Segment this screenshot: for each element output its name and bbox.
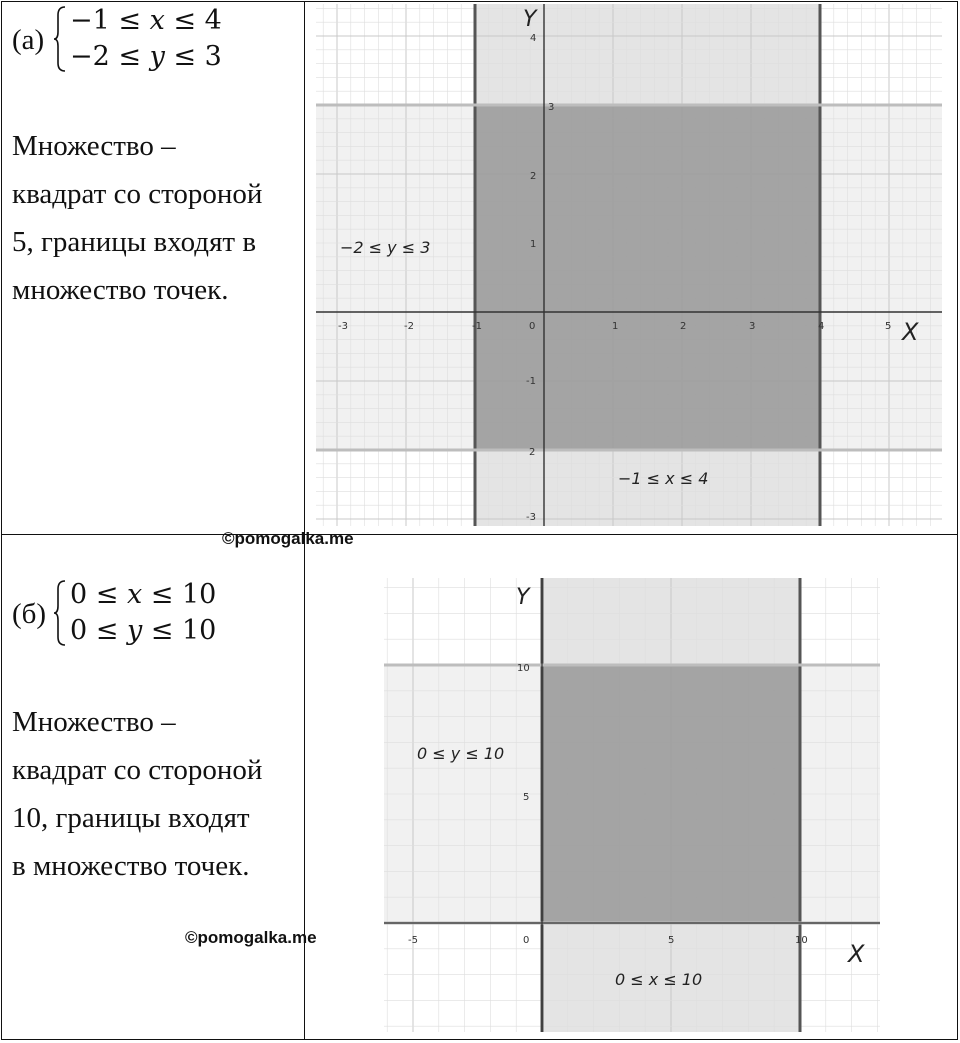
x-tick: 1 bbox=[612, 321, 619, 332]
y-tick: 2 bbox=[529, 447, 536, 458]
brace-icon bbox=[53, 6, 67, 72]
x-tick: -3 bbox=[338, 321, 348, 332]
description-a-line: 5, границы входят в bbox=[12, 226, 257, 258]
watermark-bottom: ©pomogalka.me bbox=[185, 928, 317, 947]
graph-a-region-x-label: −1 ≤ x ≤ 4 bbox=[618, 469, 709, 488]
x-tick: -2 bbox=[404, 321, 414, 332]
graph-a-region-y-label: −2 ≤ y ≤ 3 bbox=[340, 238, 431, 257]
y-tick: 10 bbox=[517, 663, 530, 674]
x-tick: 2 bbox=[680, 321, 687, 332]
system-a-line-2: −2 ≤ 𝑦 ≤ 3 bbox=[70, 41, 222, 72]
graph-a-y-axis-label: Y bbox=[523, 7, 537, 32]
y-tick: 3 bbox=[548, 102, 555, 113]
description-b-line: квадрат со стороной bbox=[12, 754, 263, 786]
description-b-line: 10, границы входят bbox=[12, 802, 250, 834]
y-tick: -3 bbox=[526, 512, 536, 523]
x-tick: 10 bbox=[795, 935, 808, 946]
y-tick: 1 bbox=[530, 239, 537, 250]
graph-b-region-x-label: 0 ≤ x ≤ 10 bbox=[615, 970, 703, 989]
graph-a-solution-square bbox=[475, 105, 820, 450]
system-b-line-2: 0 ≤ 𝑦 ≤ 10 bbox=[70, 615, 217, 646]
watermark-top: ©pomogalka.me bbox=[222, 529, 354, 548]
y-tick: 4 bbox=[530, 33, 537, 44]
brace-icon bbox=[53, 580, 67, 646]
x-tick: -1 bbox=[472, 321, 482, 332]
y-tick: 2 bbox=[530, 171, 537, 182]
description-b-line: Множество – bbox=[12, 706, 176, 738]
y-tick: 5 bbox=[523, 792, 530, 803]
x-tick: 5 bbox=[668, 935, 675, 946]
graph-a bbox=[316, 4, 942, 526]
x-tick: 3 bbox=[749, 321, 756, 332]
system-b-line-1: 0 ≤ 𝑥 ≤ 10 bbox=[70, 579, 217, 610]
description-b bbox=[12, 698, 262, 890]
description-a-line: множество точек. bbox=[12, 274, 229, 306]
column-divider bbox=[304, 2, 305, 1039]
y-tick: -1 bbox=[526, 376, 536, 387]
x-tick: -5 bbox=[408, 935, 418, 946]
graph-b bbox=[384, 578, 880, 1032]
description-a-line: Множество – bbox=[12, 130, 176, 162]
graph-b-y-axis-label: Y bbox=[516, 585, 530, 610]
system-a-label: (а) bbox=[12, 24, 45, 56]
x-tick: 5 bbox=[885, 321, 892, 332]
description-b-line: в множество точек. bbox=[12, 850, 250, 882]
x-tick: 0 bbox=[523, 935, 530, 946]
graph-a-x-axis-label: X bbox=[902, 318, 919, 346]
description-a-line: квадрат со стороной bbox=[12, 178, 263, 210]
row-divider bbox=[2, 534, 957, 535]
graph-b-x-axis-label: X bbox=[848, 940, 865, 968]
x-tick: 0 bbox=[529, 321, 536, 332]
graph-b-solution-square bbox=[542, 665, 800, 923]
system-a-line-1: −1 ≤ 𝑥 ≤ 4 bbox=[70, 5, 222, 36]
system-b-label: (б) bbox=[12, 598, 47, 630]
graph-b-region-y-label: 0 ≤ y ≤ 10 bbox=[417, 744, 505, 763]
x-tick: 4 bbox=[818, 321, 825, 332]
description-a bbox=[12, 122, 262, 314]
